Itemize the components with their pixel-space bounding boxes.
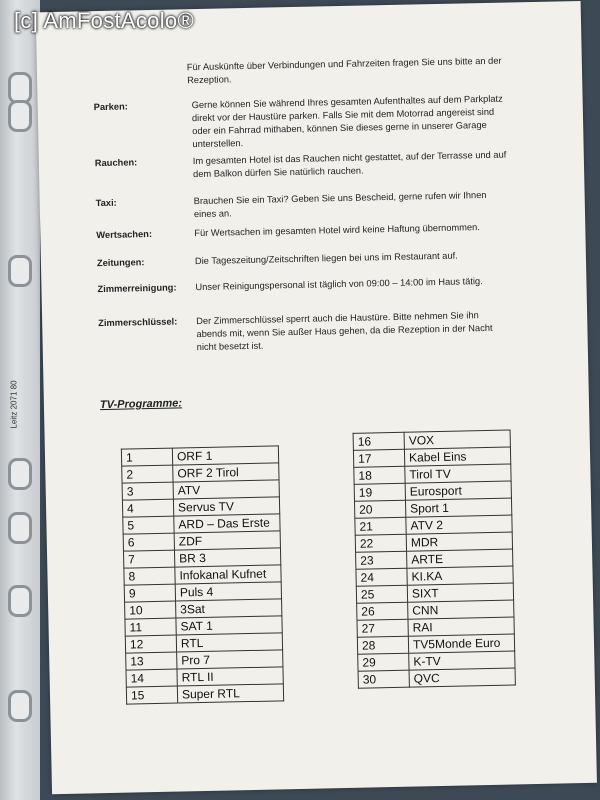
info-sheet [36,1,597,794]
channel-name: Servus TV [173,497,279,516]
channel-name: QVC [409,668,515,687]
channel-name: TV5Monde Euro [408,634,514,653]
channel-name: Infokanal Kufnet [175,565,281,584]
binder-hole [8,690,32,722]
channel-name: CNN [408,600,514,619]
info-text: Unser Reinigungspersonal ist täglich von 09:00 – 14:00 im Haus tätig. [195,276,483,293]
channel-number: 13 [126,652,177,670]
binder-hole [8,512,32,544]
channel-row [358,668,515,688]
channel-number: 21 [355,517,406,535]
binder-edge [0,0,40,800]
channel-name: SIXT [407,583,513,602]
channel-number: 9 [124,584,175,602]
channel-name: SAT 1 [176,616,282,635]
channel-number: 30 [358,670,409,688]
info-text: Die Tageszeitung/Zeitschriften liegen bei uns im Restaurant auf. [194,250,458,267]
info-label: Taxi: [95,197,117,209]
channel-number: 2 [122,465,173,483]
channel-name: RTL [176,633,282,652]
channel-name: VOX [404,430,510,449]
intro-text: Für Auskünfte über Verbindungen und Fahrzeiten fragen Sie uns bitte an der Rezeption. [186,55,502,86]
channel-name: ATV 2 [406,515,512,534]
channel-name: ARD – Das Erste [174,514,280,533]
channel-number: 18 [354,466,405,484]
channel-name: MDR [406,532,512,551]
channel-number: 7 [123,550,174,568]
channel-number: 29 [358,653,409,671]
channel-number: 27 [357,619,408,637]
watermark: [c] AmFostAcolo® [14,8,194,33]
info-text: Brauchen Sie ein Taxi? Geben Sie uns Bescheid, gerne rufen wir Ihnen eines an. [193,189,487,220]
binder-hole [8,100,32,132]
channel-number: 23 [356,551,407,569]
channel-name: ORF 1 [172,446,278,465]
channel-name: Kabel Eins [404,447,510,466]
channel-name: Super RTL [177,684,283,703]
info-text: Gerne können Sie während Ihres gesamten Aufenthaltes auf dem Parkplatz direkt vor der Haustüre parken. Falls Sie mit dem Motorrad angereist sind oder ein Fahrrad mithaben, können Sie dieses gerne in unserer Garage unterstellen. [191,93,503,150]
info-label: Zimmerreinigung: [97,282,177,295]
channel-name: KI.KA [407,566,513,585]
channel-name: Sport 1 [405,498,511,517]
channel-number: 28 [357,636,408,654]
channel-name: 3Sat [176,599,282,618]
channel-name: K-TV [409,651,515,670]
channel-number: 10 [125,601,176,619]
channel-name: BR 3 [174,548,280,567]
channel-name: RAI [408,617,514,636]
info-label: Zeitungen: [96,257,145,269]
channel-number: 5 [123,516,174,534]
channel-number: 25 [356,585,407,603]
channel-table-right [353,430,516,689]
channel-number: 3 [122,482,173,500]
channel-number: 19 [354,483,405,501]
channel-number: 26 [357,602,408,620]
channel-number: 11 [125,618,176,636]
channel-number: 4 [122,499,173,517]
channel-name: ZDF [174,531,280,550]
channel-number: 17 [353,449,404,467]
tv-section-title: TV-Programme: [99,397,183,412]
info-label: Parken: [93,101,128,113]
channel-row [126,684,283,704]
channel-number: 14 [126,669,177,687]
channel-number: 22 [355,534,406,552]
info-label: Rauchen: [94,157,138,169]
channel-number: 6 [123,533,174,551]
channel-name: Eurosport [405,481,511,500]
info-text: Im gesamten Hotel ist das Rauchen nicht gestattet, auf der Terrasse und auf dem Balkon dürfen Sie natürlich rauchen. [192,149,507,180]
info-label: Wertsachen: [96,228,153,241]
channel-name: ORF 2 Tirol [173,463,279,482]
channel-name: RTL II [177,667,283,686]
info-label: Zimmerschlüssel: [98,316,178,329]
channel-number: 24 [356,568,407,586]
binder-hole [8,585,32,617]
spine-label: Leitz 2071 80 [9,380,19,429]
channel-table-left [121,445,284,704]
channel-number: 1 [121,448,172,466]
channel-name: ARTE [407,549,513,568]
channel-name: Pro 7 [177,650,283,669]
channel-number: 8 [124,567,175,585]
binder-ring [8,458,32,490]
channel-number: 15 [126,686,177,704]
channel-number: 16 [353,432,404,450]
channel-name: ATV [173,480,279,499]
channel-number: 12 [125,635,176,653]
binder-ring [8,255,32,287]
channel-number: 20 [354,500,405,518]
channel-name: Puls 4 [175,582,281,601]
info-text: Für Wertsachen im gesamten Hotel wird keine Haftung übernommen. [194,222,480,239]
channel-name: Tirol TV [405,464,511,483]
info-text: Der Zimmerschlüssel sperrt auch die Haustüre. Bitte nehmen Sie ihn abends mit, wenn Sie außer Haus gehen, da die Rezeption in der Nacht nicht besetzt ist. [196,310,493,353]
